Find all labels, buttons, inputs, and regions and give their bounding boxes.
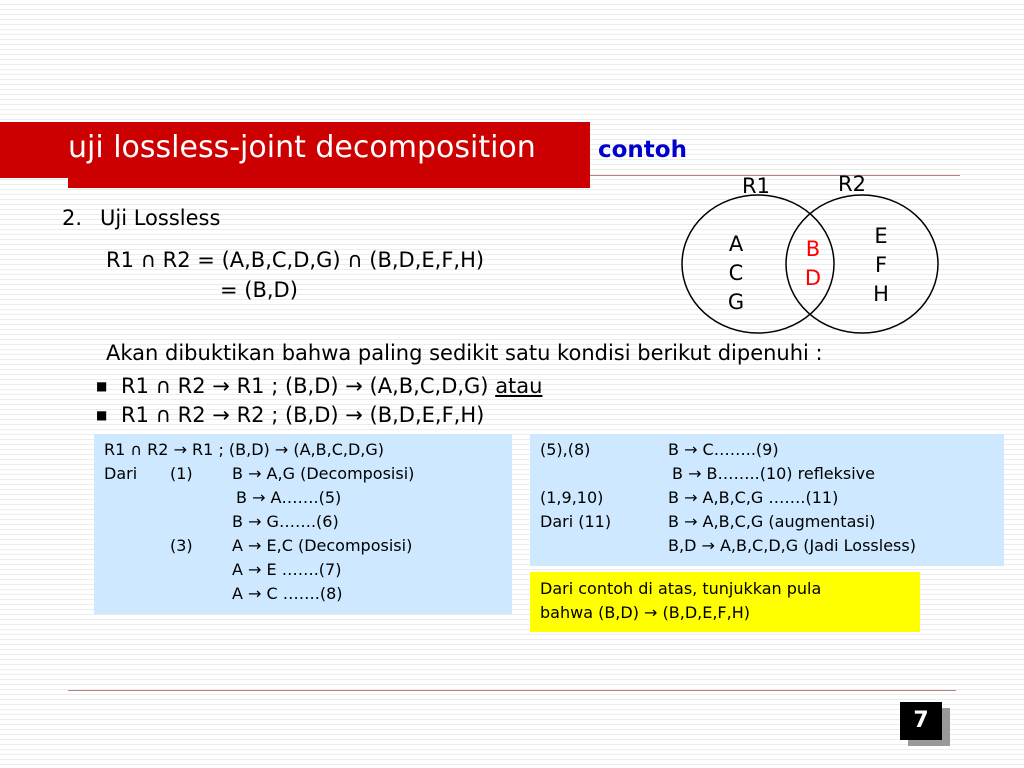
intro-text: Akan dibuktikan bahwa paling sedikit satu kondisi berikut dipenuhi : <box>106 341 823 365</box>
proof-line: B → G…….(6) <box>232 512 339 531</box>
venn-intersection-set <box>798 235 828 293</box>
proof-line: B → A,B,C,G (augmentasi) <box>668 512 876 531</box>
bullet-square-icon: ■ <box>96 408 108 422</box>
exercise-box <box>530 572 920 632</box>
equation-line-2: = (B,D) <box>220 278 298 302</box>
proof-line: (3) <box>170 536 193 555</box>
venn-item: H <box>873 282 889 306</box>
exercise-line: Dari contoh di atas, tunjukkan pula <box>540 579 822 598</box>
proof-box-left <box>94 434 512 614</box>
proof-line: A → C …….(8) <box>232 584 343 603</box>
venn-item: B <box>805 237 821 261</box>
venn-item: F <box>874 253 888 277</box>
page-number: 7 <box>900 702 942 740</box>
proof-line: B → B……..(10) refleksive <box>672 464 875 483</box>
condition-1-atau: atau <box>495 374 543 398</box>
proof-line: B → C……..(9) <box>668 440 779 459</box>
proof-line: B → A…….(5) <box>236 488 342 507</box>
bullet-square-icon: ■ <box>96 379 108 393</box>
venn-label-r2: R2 <box>838 172 866 196</box>
proof-line: Dari <box>104 464 138 483</box>
venn-item: G <box>727 290 745 314</box>
venn-left-set <box>721 230 751 317</box>
condition-1-text: R1 ∩ R2 → R1 ; (B,D) → (A,B,C,D,G) <box>121 374 496 398</box>
slide-subtitle: contoh <box>598 137 687 163</box>
item-title: Uji Lossless <box>100 206 221 230</box>
venn-item: D <box>804 266 822 290</box>
exercise-line: bahwa (B,D) → (B,D,E,F,H) <box>540 603 750 622</box>
item-number: 2. <box>62 206 83 230</box>
venn-right-set <box>866 222 896 309</box>
proof-line: B,D → A,B,C,D,G (Jadi Lossless) <box>668 536 916 555</box>
venn-label-r1: R1 <box>742 174 770 198</box>
venn-item: E <box>874 224 888 248</box>
venn-item: C <box>728 261 744 285</box>
proof-line: (1) <box>170 464 193 483</box>
proof-line: (5),(8) <box>540 440 591 459</box>
proof-line: A → E,C (Decomposisi) <box>232 536 413 555</box>
proof-line: (1,9,10) <box>540 488 604 507</box>
proof-line: B → A,B,C,G …….(11) <box>668 488 839 507</box>
bullet-condition-2: R1 ∩ R2 → R2 ; (B,D) → (B,D,E,F,H) <box>121 403 485 427</box>
proof-box-right <box>530 434 1004 566</box>
venn-item: A <box>728 232 744 256</box>
proof-line: Dari (11) <box>540 512 612 531</box>
proof-line: R1 ∩ R2 → R1 ; (B,D) → (A,B,C,D,G) <box>104 440 384 459</box>
bullet-condition-1 <box>121 372 542 400</box>
slide-title: uji lossless-joint decomposition <box>68 130 536 165</box>
footer-rule <box>68 690 956 691</box>
proof-line: A → E …….(7) <box>232 560 342 579</box>
proof-line: B → A,G (Decomposisi) <box>232 464 415 483</box>
equation-line-1: R1 ∩ R2 = (A,B,C,D,G) ∩ (B,D,E,F,H) <box>106 248 485 272</box>
